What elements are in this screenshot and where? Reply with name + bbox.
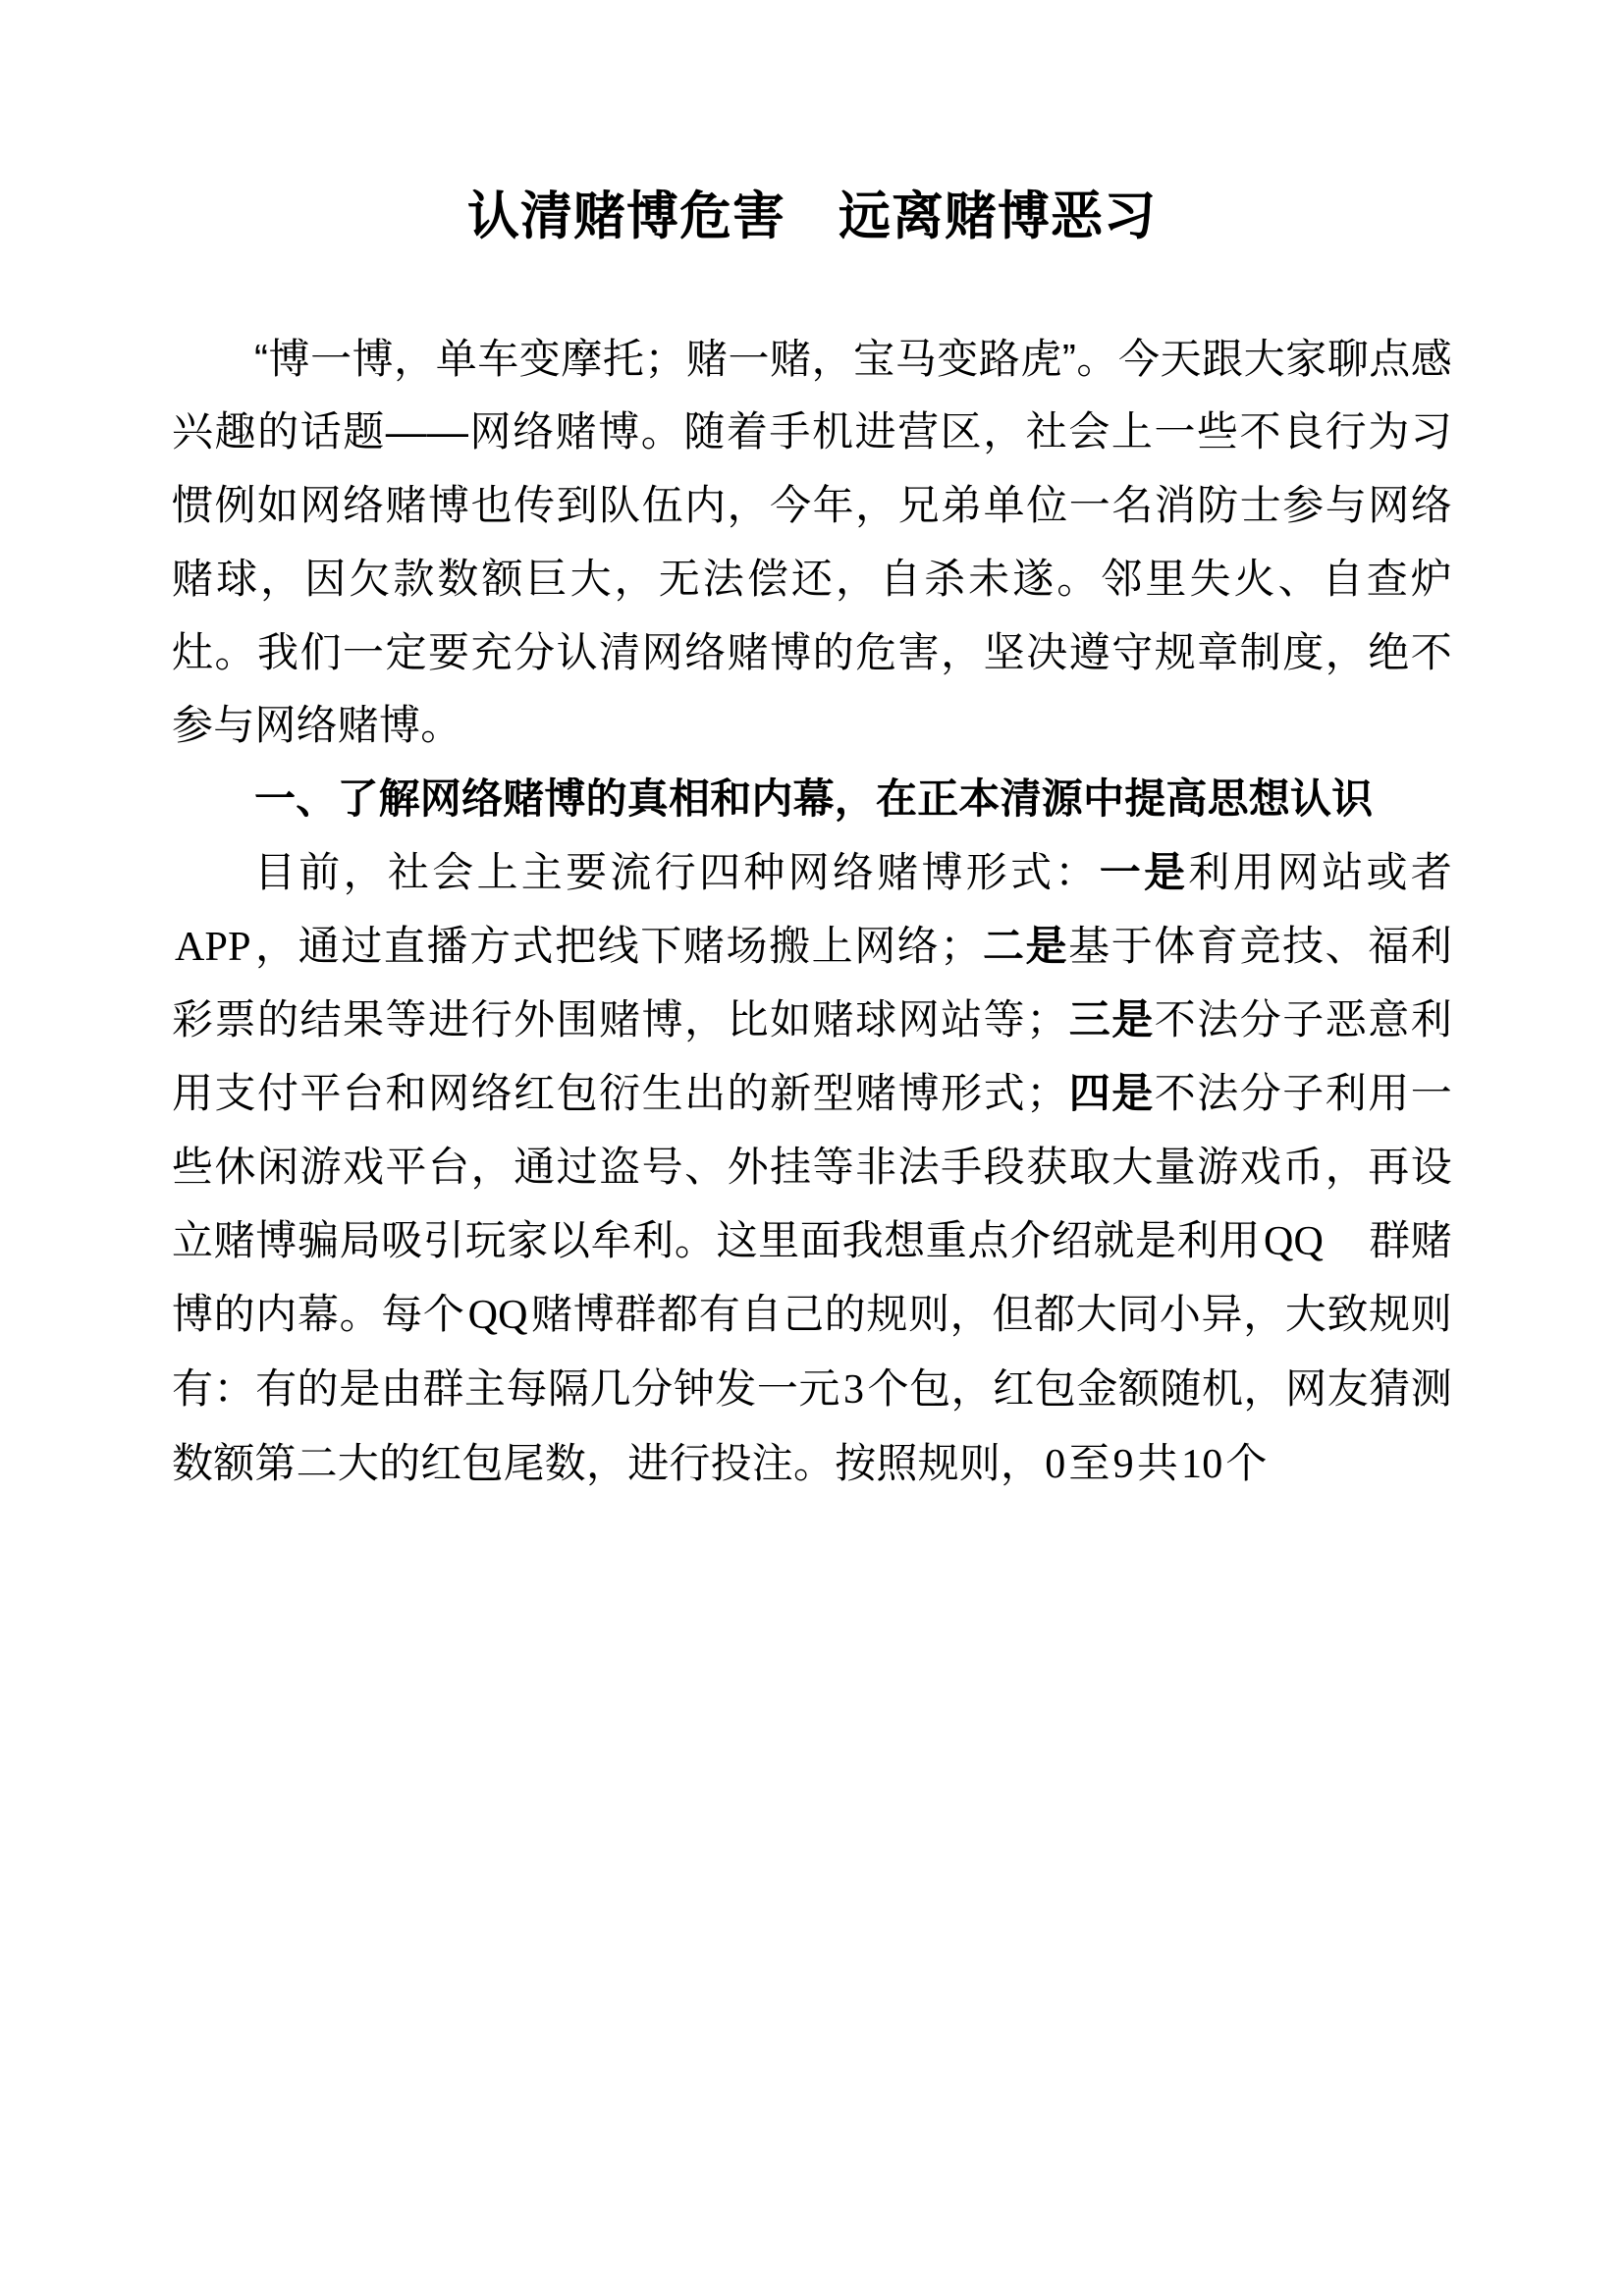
page-title: 认清赌博危害 远离赌博恶习 — [467, 187, 1157, 245]
emphasis-run: 一是 — [1099, 848, 1189, 895]
paragraph-intro — [172, 323, 1452, 764]
text-run: QQ — [1263, 1218, 1325, 1264]
text-run: 10 — [1181, 1441, 1223, 1487]
text-run: QQ — [467, 1293, 528, 1339]
document-body — [172, 323, 1452, 1502]
text-run: ，通过直播方式把线下赌场搬上网络； — [253, 922, 982, 969]
text-run: 基于体育竞技、福利彩票的结果等进行外围赌博，比如赌球网站等； — [172, 922, 1453, 1043]
emphasis-run: 四是 — [1067, 1070, 1155, 1117]
text-run: APP — [175, 924, 251, 970]
text-run: 共 — [1136, 1439, 1179, 1486]
text-run: 群赌博的内幕。每个 — [172, 1216, 1452, 1338]
text-run: 3 — [842, 1367, 865, 1414]
text-run: 不法分子利用一些休闲游戏平台，通过盗号、外挂等非法手段获取大量游戏币，再设立赌博骗局吸引玩家以牟利。这里面我想重点介绍就是利用 — [172, 1070, 1453, 1263]
paragraph-forms-of-gambling — [172, 836, 1452, 1502]
text-run: 个 — [1225, 1439, 1268, 1486]
text-run: “博一博，单车变摩托；赌一赌，宝马变路虎”。今天跟大家聊点感兴趣的话题——网络赌博。随着手机进营区，社会上一些不良行为习惯例如网络赌博也传到队伍内，今年，兄弟单位一名消防士参与网络赌球，因欠款数额巨大，无法偿还，自杀未遂。邻里失火、自查炉灶。我们一定要充分认清网络赌博的危害，坚决遵守规章制度，绝不参与网络赌博。 — [172, 335, 1452, 749]
text-run: 0 — [1045, 1441, 1066, 1487]
text-run: 不法分子恶意利用支付平台和网络红包衍生出的新型赌博形式； — [172, 996, 1453, 1117]
text-run: 9 — [1112, 1441, 1134, 1487]
text-run: 利用网站或者 — [1188, 848, 1452, 895]
paragraph-section-one-heading — [172, 763, 1452, 836]
emphasis-run: 二是 — [981, 922, 1069, 969]
text-run: 个包，红包金额随机，网友猜测数额第二大的红包尾数，进行投注。按照规则， — [172, 1365, 1452, 1486]
text-run: 目前，社会上主要流行四种网络赌博形式： — [254, 848, 1100, 895]
text-run: 至 — [1068, 1439, 1110, 1486]
text-run: 赌博群都有自己的规则，但都大同小异，大致规则有：有的是由群主每隔几分钟发一元 — [172, 1291, 1452, 1413]
emphasis-run: 三是 — [1067, 996, 1155, 1043]
emphasis-run: 一、了解网络赌博的真相和内幕，在正本清源中提高思想认识 — [254, 775, 1374, 823]
